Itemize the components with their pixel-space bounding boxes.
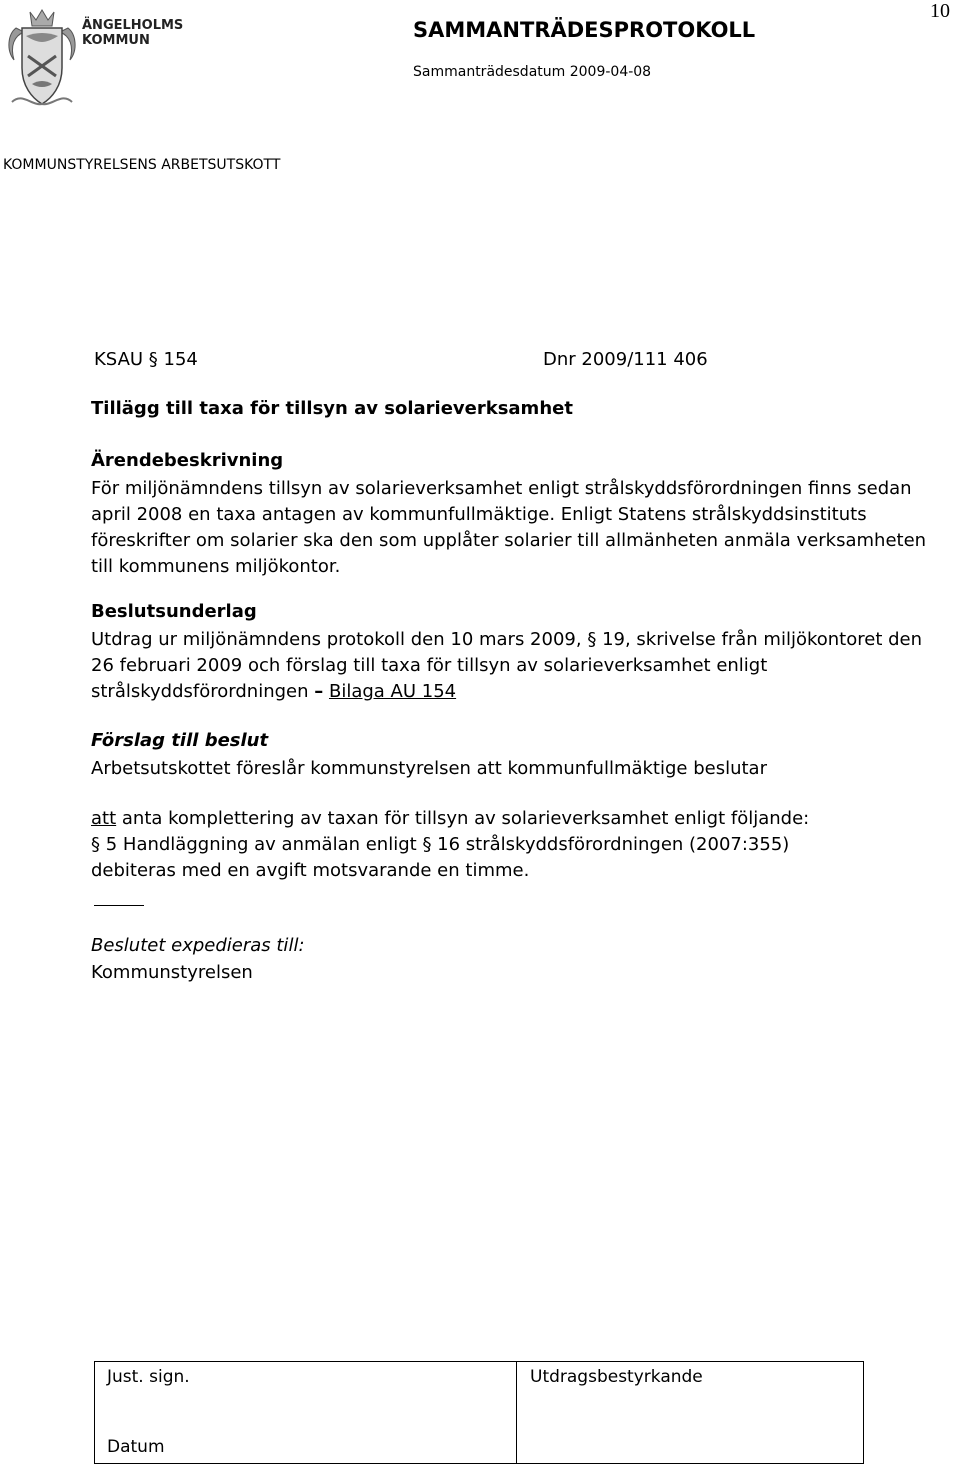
basis-heading: Beslutsunderlag	[91, 601, 257, 622]
basis-text-part-1: Utdrag ur miljönämndens protokoll den 10 mars 2009,	[91, 629, 582, 650]
case-subject: Tillägg till taxa för tillsyn av solarieverksamhet	[91, 398, 573, 419]
logo-wordmark	[82, 18, 183, 48]
paragraph-sign: §	[587, 629, 597, 650]
municipality-coat-of-arms	[2, 6, 82, 110]
registration-number: Dnr 2009/111 406	[543, 349, 708, 370]
dispatch-heading: Beslutet expedieras till:	[91, 935, 305, 956]
committee-name: KOMMUNSTYRELSENS ARBETSUTSKOTT	[3, 157, 281, 173]
signature-table	[94, 1361, 864, 1464]
description-text: För miljönämndens tillsyn av solarieverksamhet enligt strålskyddsförordningen finns sedan april 2008 en taxa antagen av kommunfullmäktige. Enligt Statens strålskyddsinstituts föreskrifter om solarier ska den som upplåter solarier till allmänheten anmäla verksamheten till kommunens miljökontor.	[91, 478, 927, 577]
proposal-heading: Förslag till beslut	[91, 730, 269, 751]
meeting-date: Sammanträdesdatum 2009-04-08	[413, 64, 652, 80]
basis-text-part-2: 19, skrivelse från miljökontoret den 26 februari 2009 och förslag till taxa för tillsyn av solarieverksamhet enligt strålskyddsförordningen	[91, 629, 923, 702]
fee-rule-part-1: 5 Handläggning av anmälan enligt	[105, 834, 417, 855]
page-number: 10	[930, 0, 950, 22]
attachment-reference: Bilaga AU 154	[328, 681, 457, 702]
document-title: SAMMANTRÄDESPROTOKOLL	[413, 18, 756, 42]
decision-clause-text: anta komplettering av taxan för tillsyn av solarieverksamhet enligt följande:	[121, 808, 810, 829]
basis-text	[91, 627, 941, 705]
paragraph-sign: §	[148, 349, 158, 370]
case-id-number: 154	[163, 349, 198, 370]
case-id-prefix: KSAU	[94, 349, 144, 370]
dispatch-recipient: Kommunstyrelsen	[91, 962, 253, 983]
paragraph-sign: §	[422, 834, 432, 855]
fee-rule-line-2: debiteras med en avgift motsvarande en timme.	[91, 860, 530, 881]
signature-cell-left	[94, 1361, 517, 1464]
att-word: att	[91, 808, 117, 829]
decision-clause	[91, 806, 809, 832]
just-sign-label: Just. sign.	[107, 1367, 190, 1387]
basis-dash: –	[314, 681, 324, 702]
date-label: Datum	[107, 1437, 165, 1457]
fee-rule-line-1	[91, 832, 789, 858]
logo-line-2: KOMMUN	[82, 33, 150, 48]
certification-label: Utdragsbestyrkande	[530, 1367, 703, 1387]
proposal-text: Arbetsutskottet föreslår kommunstyrelsen att kommunfullmäktige beslutar	[91, 758, 767, 779]
case-paragraph-id	[94, 349, 198, 370]
fee-rule-part-2: 16 strålskyddsförordningen (2007:355)	[437, 834, 790, 855]
paragraph-sign: §	[91, 834, 100, 855]
description-heading: Ärendebeskrivning	[91, 450, 284, 471]
signature-cell-right	[516, 1361, 864, 1464]
divider-line	[94, 905, 144, 906]
logo-line-1: ÄNGELHOLMS	[82, 18, 184, 33]
